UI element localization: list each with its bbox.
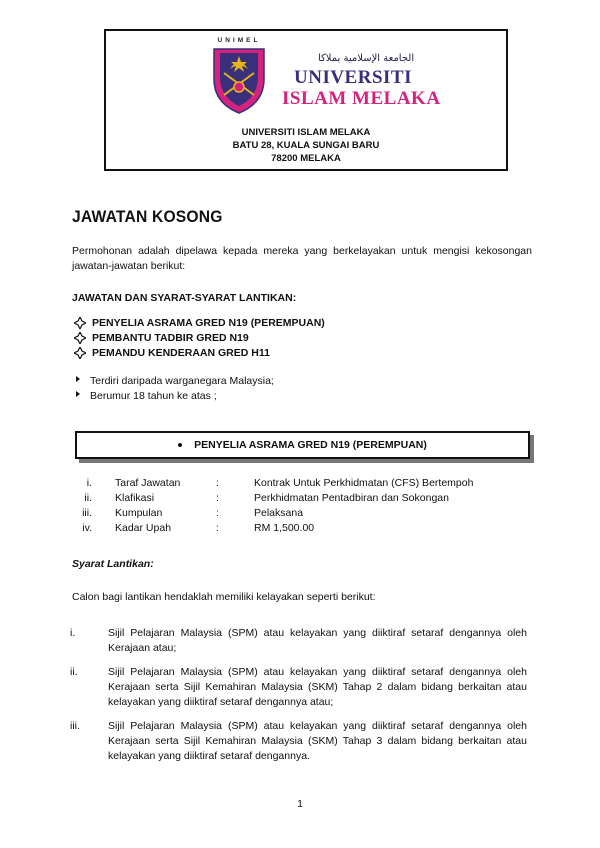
requirement-number: ii. xyxy=(70,666,78,678)
detail-label: Taraf Jawatan xyxy=(115,477,181,489)
detail-value: RM 1,500.00 xyxy=(254,522,315,534)
bullet-dot-icon xyxy=(178,443,182,447)
page-title: JAWATAN KOSONG xyxy=(72,207,223,226)
diamond-bullet-icon xyxy=(74,347,86,359)
position-item xyxy=(74,347,270,359)
condition-label: Terdiri daripada warganegara Malaysia; xyxy=(90,375,274,387)
arabic-university-name: الجامعة الإسلامية بملاكا xyxy=(318,53,415,64)
requirement-number: iii. xyxy=(70,720,80,732)
detail-value: Kontrak Untuk Perkhidmatan (CFS) Bertempoh xyxy=(254,477,474,489)
position-banner xyxy=(75,431,530,459)
detail-value: Pelaksana xyxy=(254,507,304,519)
detail-colon: : xyxy=(216,507,219,519)
condition-item xyxy=(76,375,274,387)
requirements-intro: Calon bagi lantikan hendaklah memiliki kelayakan seperti berikut: xyxy=(72,591,376,603)
requirement-text: Sijil Pelajaran Malaysia (SPM) atau kelayakan yang diiktiraf setaraf dengannya oleh Kerajaan serta Sijil Kemahiran Malaysia (SKM) Tahap 2 dalam bidang berkaitan atau kelayakan yang diiktiraf setaraf dengannya atau; xyxy=(108,666,527,708)
detail-number: ii. xyxy=(84,492,92,504)
requirements-heading: Syarat Lantikan: xyxy=(72,558,154,570)
detail-value: Perkhidmatan Pentadbiran dan Sokongan xyxy=(254,492,449,504)
detail-number: i. xyxy=(86,477,92,489)
logo-text: UNIMEL xyxy=(217,37,261,44)
diamond-bullet-icon xyxy=(74,317,86,329)
address-line-3: 78200 MELAKA xyxy=(271,153,341,164)
detail-label: Klafikasi xyxy=(115,492,155,504)
position-label: PEMBANTU TADBIR GRED N19 xyxy=(92,332,249,344)
university-crest-icon xyxy=(208,37,270,115)
university-name-line2: ISLAM MELAKA xyxy=(282,88,441,109)
letterhead-box xyxy=(104,29,508,171)
banner-label: PENYELIA ASRAMA GRED N19 (PEREMPUAN) xyxy=(194,439,427,451)
detail-label: Kumpulan xyxy=(115,507,163,519)
requirement-text: Sijil Pelajaran Malaysia (SPM) atau kelayakan yang diiktiraf setaraf dengannya oleh Kerajaan serta Sijil Kemahiran Malaysia (SKM) Tahap 3 dalam bidang berkaitan atau kelayakan yang diiktiraf setaraf dengannya. xyxy=(108,720,527,762)
detail-row xyxy=(0,492,600,506)
address-line-2: BATU 28, KUALA SUNGAI BARU xyxy=(232,140,380,151)
detail-colon: : xyxy=(216,492,219,504)
condition-item xyxy=(76,390,217,402)
detail-row xyxy=(0,507,600,521)
requirement-text: Sijil Pelajaran Malaysia (SPM) atau kelayakan yang diiktiraf setaraf dengannya oleh Kerajaan atau; xyxy=(108,627,527,654)
detail-number: iii. xyxy=(82,507,92,519)
requirement-number: i. xyxy=(70,627,76,639)
page-number: 1 xyxy=(297,798,303,810)
arrow-bullet-icon xyxy=(76,391,80,397)
detail-colon: : xyxy=(216,477,219,489)
condition-label: Berumur 18 tahun ke atas ; xyxy=(90,390,217,402)
detail-row xyxy=(0,522,600,536)
intro-paragraph: Permohonan adalah dipelawa kepada mereka yang berkelayakan untuk mengisi kekosongan jawatan-jawatan berikut: xyxy=(72,245,532,272)
position-label: PENYELIA ASRAMA GRED N19 (PEREMPUAN) xyxy=(92,317,325,329)
address-line-1: UNIVERSITI ISLAM MELAKA xyxy=(241,127,371,138)
diamond-bullet-icon xyxy=(74,332,86,344)
position-label: PEMANDU KENDERAAN GRED H11 xyxy=(92,347,270,359)
detail-row xyxy=(0,477,600,491)
arrow-bullet-icon xyxy=(76,376,80,382)
section-heading: JAWATAN DAN SYARAT-SYARAT LANTIKAN: xyxy=(72,292,297,304)
detail-number: iv. xyxy=(82,522,92,534)
position-item xyxy=(74,317,325,329)
detail-label: Kadar Upah xyxy=(115,522,172,534)
position-item xyxy=(74,332,249,344)
detail-colon: : xyxy=(216,522,219,534)
university-name-line1: UNIVERSITI xyxy=(294,67,412,88)
